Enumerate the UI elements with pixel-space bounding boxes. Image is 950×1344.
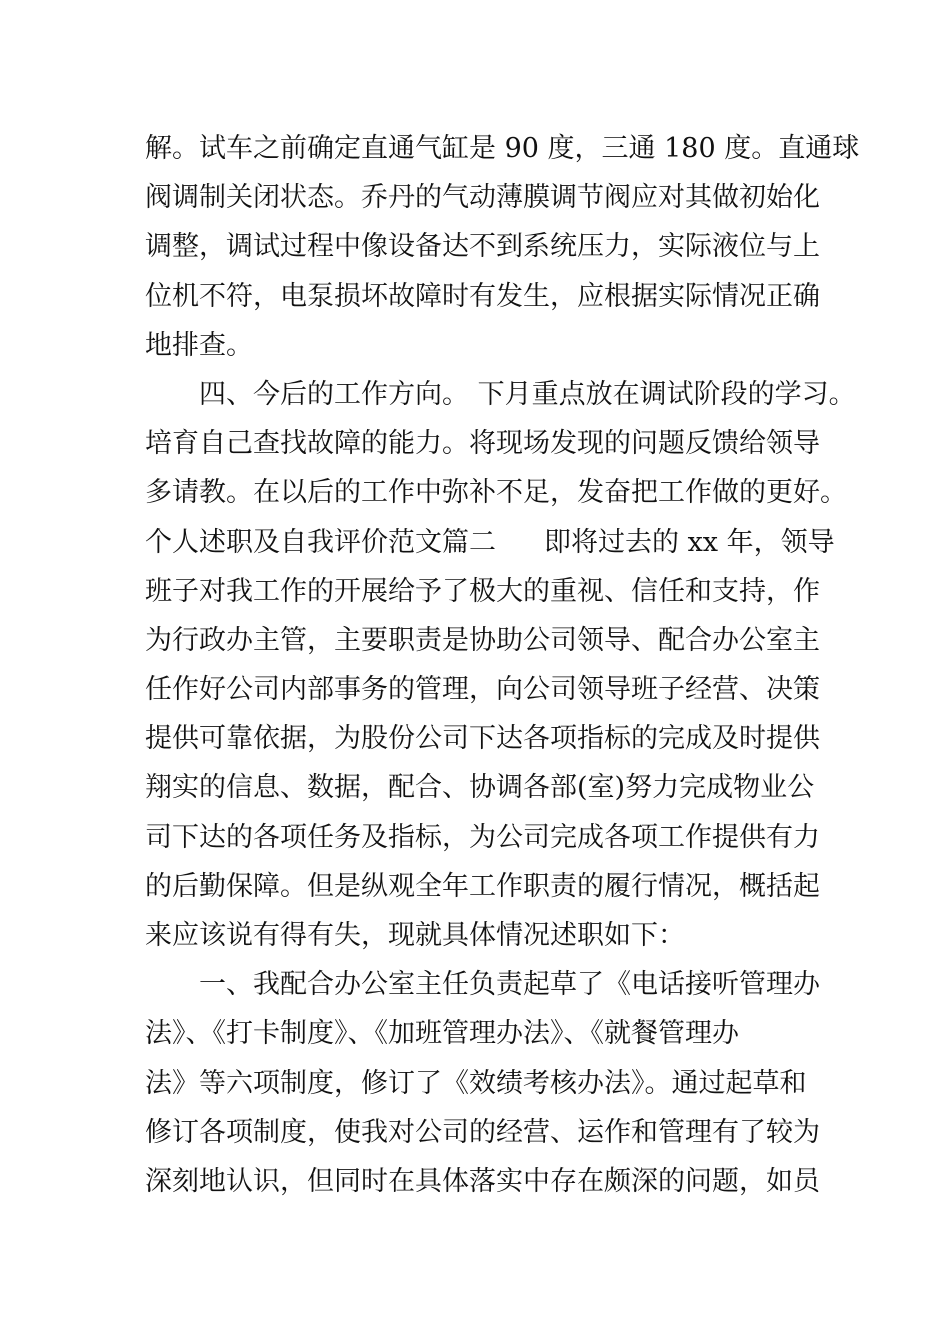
section-title: 个人述职及自我评价范文篇二: [145, 526, 496, 558]
text-line: 来应该说有得有失，现就具体情况述职如下：: [145, 920, 685, 951]
text-line: 班子对我工作的开展给予了极大的重视、信任和支持，作: [145, 575, 820, 607]
text-line: 地排查。: [145, 329, 253, 361]
text-line: 四、今后的工作方向。 下月重点放在调试阶段的学习。: [199, 378, 856, 410]
text-line: 提供可靠依据，为股份公司下达各项指标的完成及时提供: [145, 723, 820, 755]
text-line: [145, 518, 835, 567]
text-line: 为行政办主管，主要职责是协助公司领导、配合办公室主: [145, 624, 820, 656]
text-line: 的后勤保障。但是纵观全年工作职责的履行情况，概括起: [145, 870, 820, 902]
document-body: [145, 124, 860, 1206]
text-line: 一、我配合办公室主任负责起草了《电话接听管理办: [199, 969, 820, 1001]
text-line: 位机不符，电泵损坏故障时有发生，应根据实际情况正确: [145, 280, 820, 312]
text-line: 法》等六项制度，修订了《效绩考核办法》。通过起草和: [145, 1067, 807, 1099]
text-line: 阀调制关闭状态。乔丹的气动薄膜调节阀应对其做初始化: [145, 182, 820, 214]
text-line: 多请教。在以后的工作中弥补不足，发奋把工作做的更好。: [145, 477, 847, 509]
text-line: 培育自己查找故障的能力。将现场发现的问题反馈给领导: [145, 428, 820, 460]
section-intro: 即将过去的 xx 年，领导: [544, 526, 835, 558]
text-line: 翔实的信息、数据，配合、协调各部(室)努力完成物业公: [145, 772, 815, 804]
text-line: 深刻地认识，但同时在具体落实中存在颇深的问题，如员: [145, 1165, 820, 1197]
text-line: 解。试车之前确定直通气缸是 90 度，三通 180 度。直通球: [145, 133, 860, 164]
text-line: 修订各项制度，使我对公司的经营、运作和管理有了较为: [145, 1116, 820, 1148]
text-line: 调整，调试过程中像设备达不到系统压力，实际液位与上: [145, 231, 820, 263]
text-line: 法》、《打卡制度》、《加班管理办法》、《就餐管理办: [145, 1018, 739, 1050]
text-line: 司下达的各项任务及指标，为公司完成各项工作提供有力: [145, 821, 820, 853]
text-line: 任作好公司内部事务的管理，向公司领导班子经营、决策: [145, 674, 820, 706]
